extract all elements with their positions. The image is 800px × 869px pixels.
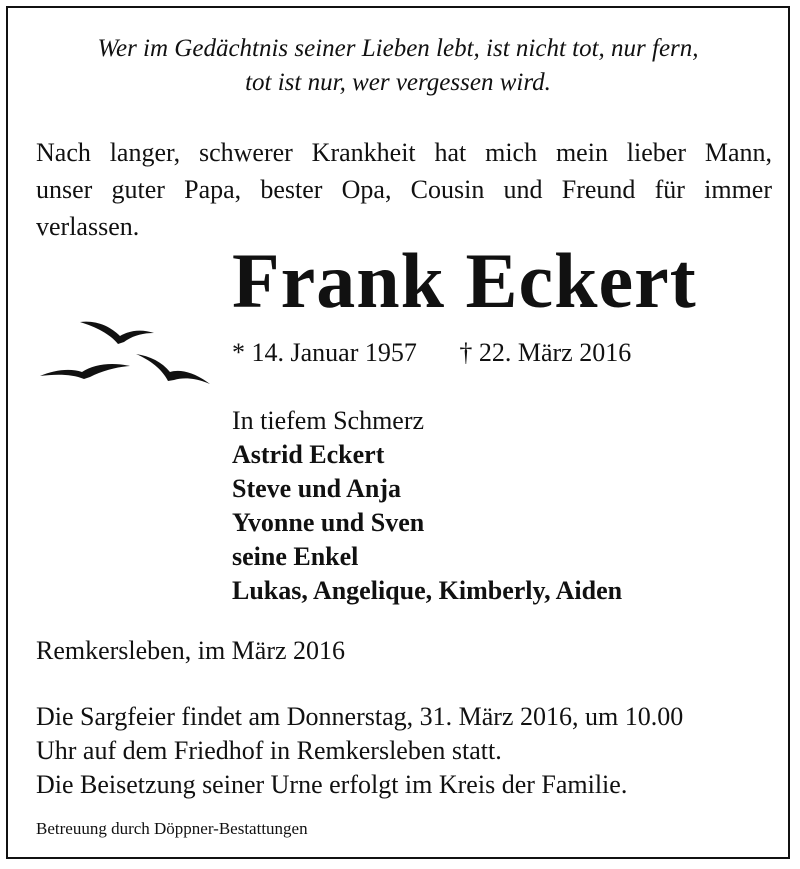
quote-line-1: Wer im Gedächtnis seiner Lieben lebt, ist nicht tot, nur fern,: [97, 35, 699, 62]
funeral-line-3: Die Beisetzung seiner Urne erfolgt im Kreis der Familie.: [36, 770, 628, 799]
bird-3-icon: [40, 364, 130, 379]
life-dates: [232, 336, 631, 370]
birth-date: * 14. Januar 1957: [232, 338, 417, 367]
funeral-home-credit: Betreuung durch Döppner-Bestattungen: [36, 819, 308, 838]
bird-1-icon: [80, 322, 154, 344]
mourner-name: seine Enkel: [232, 542, 359, 571]
death-date: † 22. März 2016: [459, 338, 632, 367]
quote-line-2: tot ist nur, wer vergessen wird.: [245, 69, 551, 96]
intro-line-3: verlassen.: [36, 212, 140, 241]
bird-2-icon: [136, 354, 210, 384]
obituary-notice: [6, 6, 790, 859]
mourner-name: Steve und Anja: [232, 474, 402, 503]
intro-line-1: Nach langer, schwerer Krankheit hat mich mein lieber Mann,: [36, 138, 772, 167]
funeral-line-2: Uhr auf dem Friedhof in Remkersleben statt.: [36, 736, 502, 765]
intro-text: [36, 134, 772, 245]
mourners-intro: In tiefem Schmerz: [232, 406, 425, 435]
mourner-name: Yvonne und Sven: [232, 508, 425, 537]
deceased-name: Frank Eckert: [232, 237, 697, 324]
intro-line-2: unser guter Papa, bester Opa, Cousin und Freund für immer: [36, 175, 772, 204]
funeral-line-1: Die Sargfeier findet am Donnerstag, 31. März 2016, um 10.00: [36, 702, 684, 731]
mourners-block: [232, 404, 622, 608]
funeral-details: [36, 700, 683, 802]
mourner-name: Lukas, Angelique, Kimberly, Aiden: [232, 576, 623, 605]
place-and-date: Remkersleben, im März 2016: [36, 636, 346, 665]
memorial-quote: [8, 32, 788, 100]
mourner-name: Astrid Eckert: [232, 440, 385, 469]
flying-birds-icon: [38, 314, 228, 394]
